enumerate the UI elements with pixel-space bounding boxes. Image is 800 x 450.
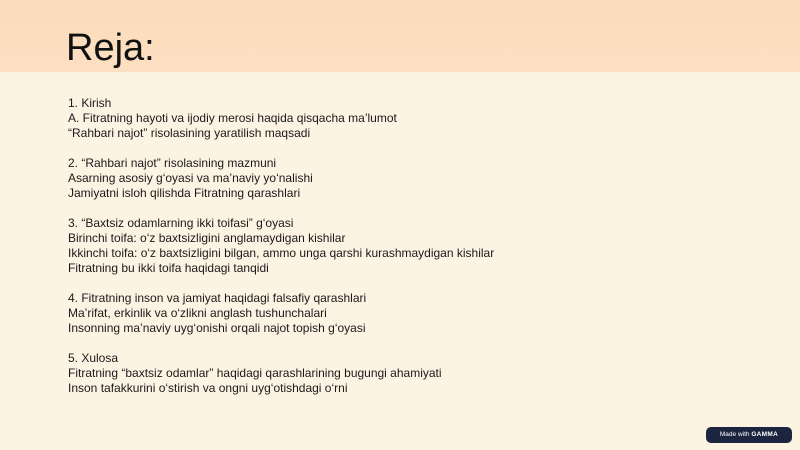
agenda-content xyxy=(68,96,768,411)
slide-title: Reja: xyxy=(66,27,155,69)
section-line: Insonning ma’naviy uyg‘onishi orqali najot topish g‘oyasi xyxy=(68,321,366,335)
section-line: A. Fitratning hayoti va ijodiy merosi haqida qisqacha ma’lumot xyxy=(68,111,397,125)
agenda-section xyxy=(68,216,768,276)
section-line: Ma’rifat, erkinlik va o‘zlikni anglash tushunchalari xyxy=(68,306,327,320)
agenda-section xyxy=(68,351,768,396)
agenda-section xyxy=(68,96,768,141)
agenda-section xyxy=(68,156,768,201)
made-with-gamma-badge[interactable] xyxy=(706,427,792,443)
section-heading: 5. Xulosa xyxy=(68,351,119,365)
section-line: Jamiyatni isloh qilishda Fitratning qarashlari xyxy=(68,186,301,200)
section-line: Ikkinchi toifa: o‘z baxtsizligini bilgan, ammo unga qarshi kurashmaydigan kishilar xyxy=(68,246,495,260)
section-line: Fitratning “baxtsiz odamlar” haqidagi qarashlarining bugungi ahamiyati xyxy=(68,366,442,380)
section-heading: 4. Fitratning inson va jamiyat haqidagi falsafiy qarashlari xyxy=(68,291,367,305)
section-heading: 2. “Rahbari najot” risolasining mazmuni xyxy=(68,156,277,170)
section-heading: 3. “Baxtsiz odamlarning ikki toifasi” g‘oyasi xyxy=(68,216,294,230)
section-heading: 1. Kirish xyxy=(68,96,112,110)
badge-prefix: Made with xyxy=(719,431,750,438)
section-line: Asarning asosiy g‘oyasi va ma’naviy yo‘nalishi xyxy=(68,171,313,185)
section-line: Inson tafakkurini o‘stirish va ongni uyg‘otishdagi o‘rni xyxy=(68,381,348,395)
section-line: Birinchi toifa: o‘z baxtsizligini anglamaydigan kishilar xyxy=(68,231,346,245)
section-line: “Rahbari najot” risolasining yaratilish maqsadi xyxy=(68,126,311,140)
agenda-section xyxy=(68,291,768,336)
section-line: Fitratning bu ikki toifa haqidagi tanqidi xyxy=(68,261,269,275)
badge-brand: GAMMA xyxy=(751,431,779,438)
